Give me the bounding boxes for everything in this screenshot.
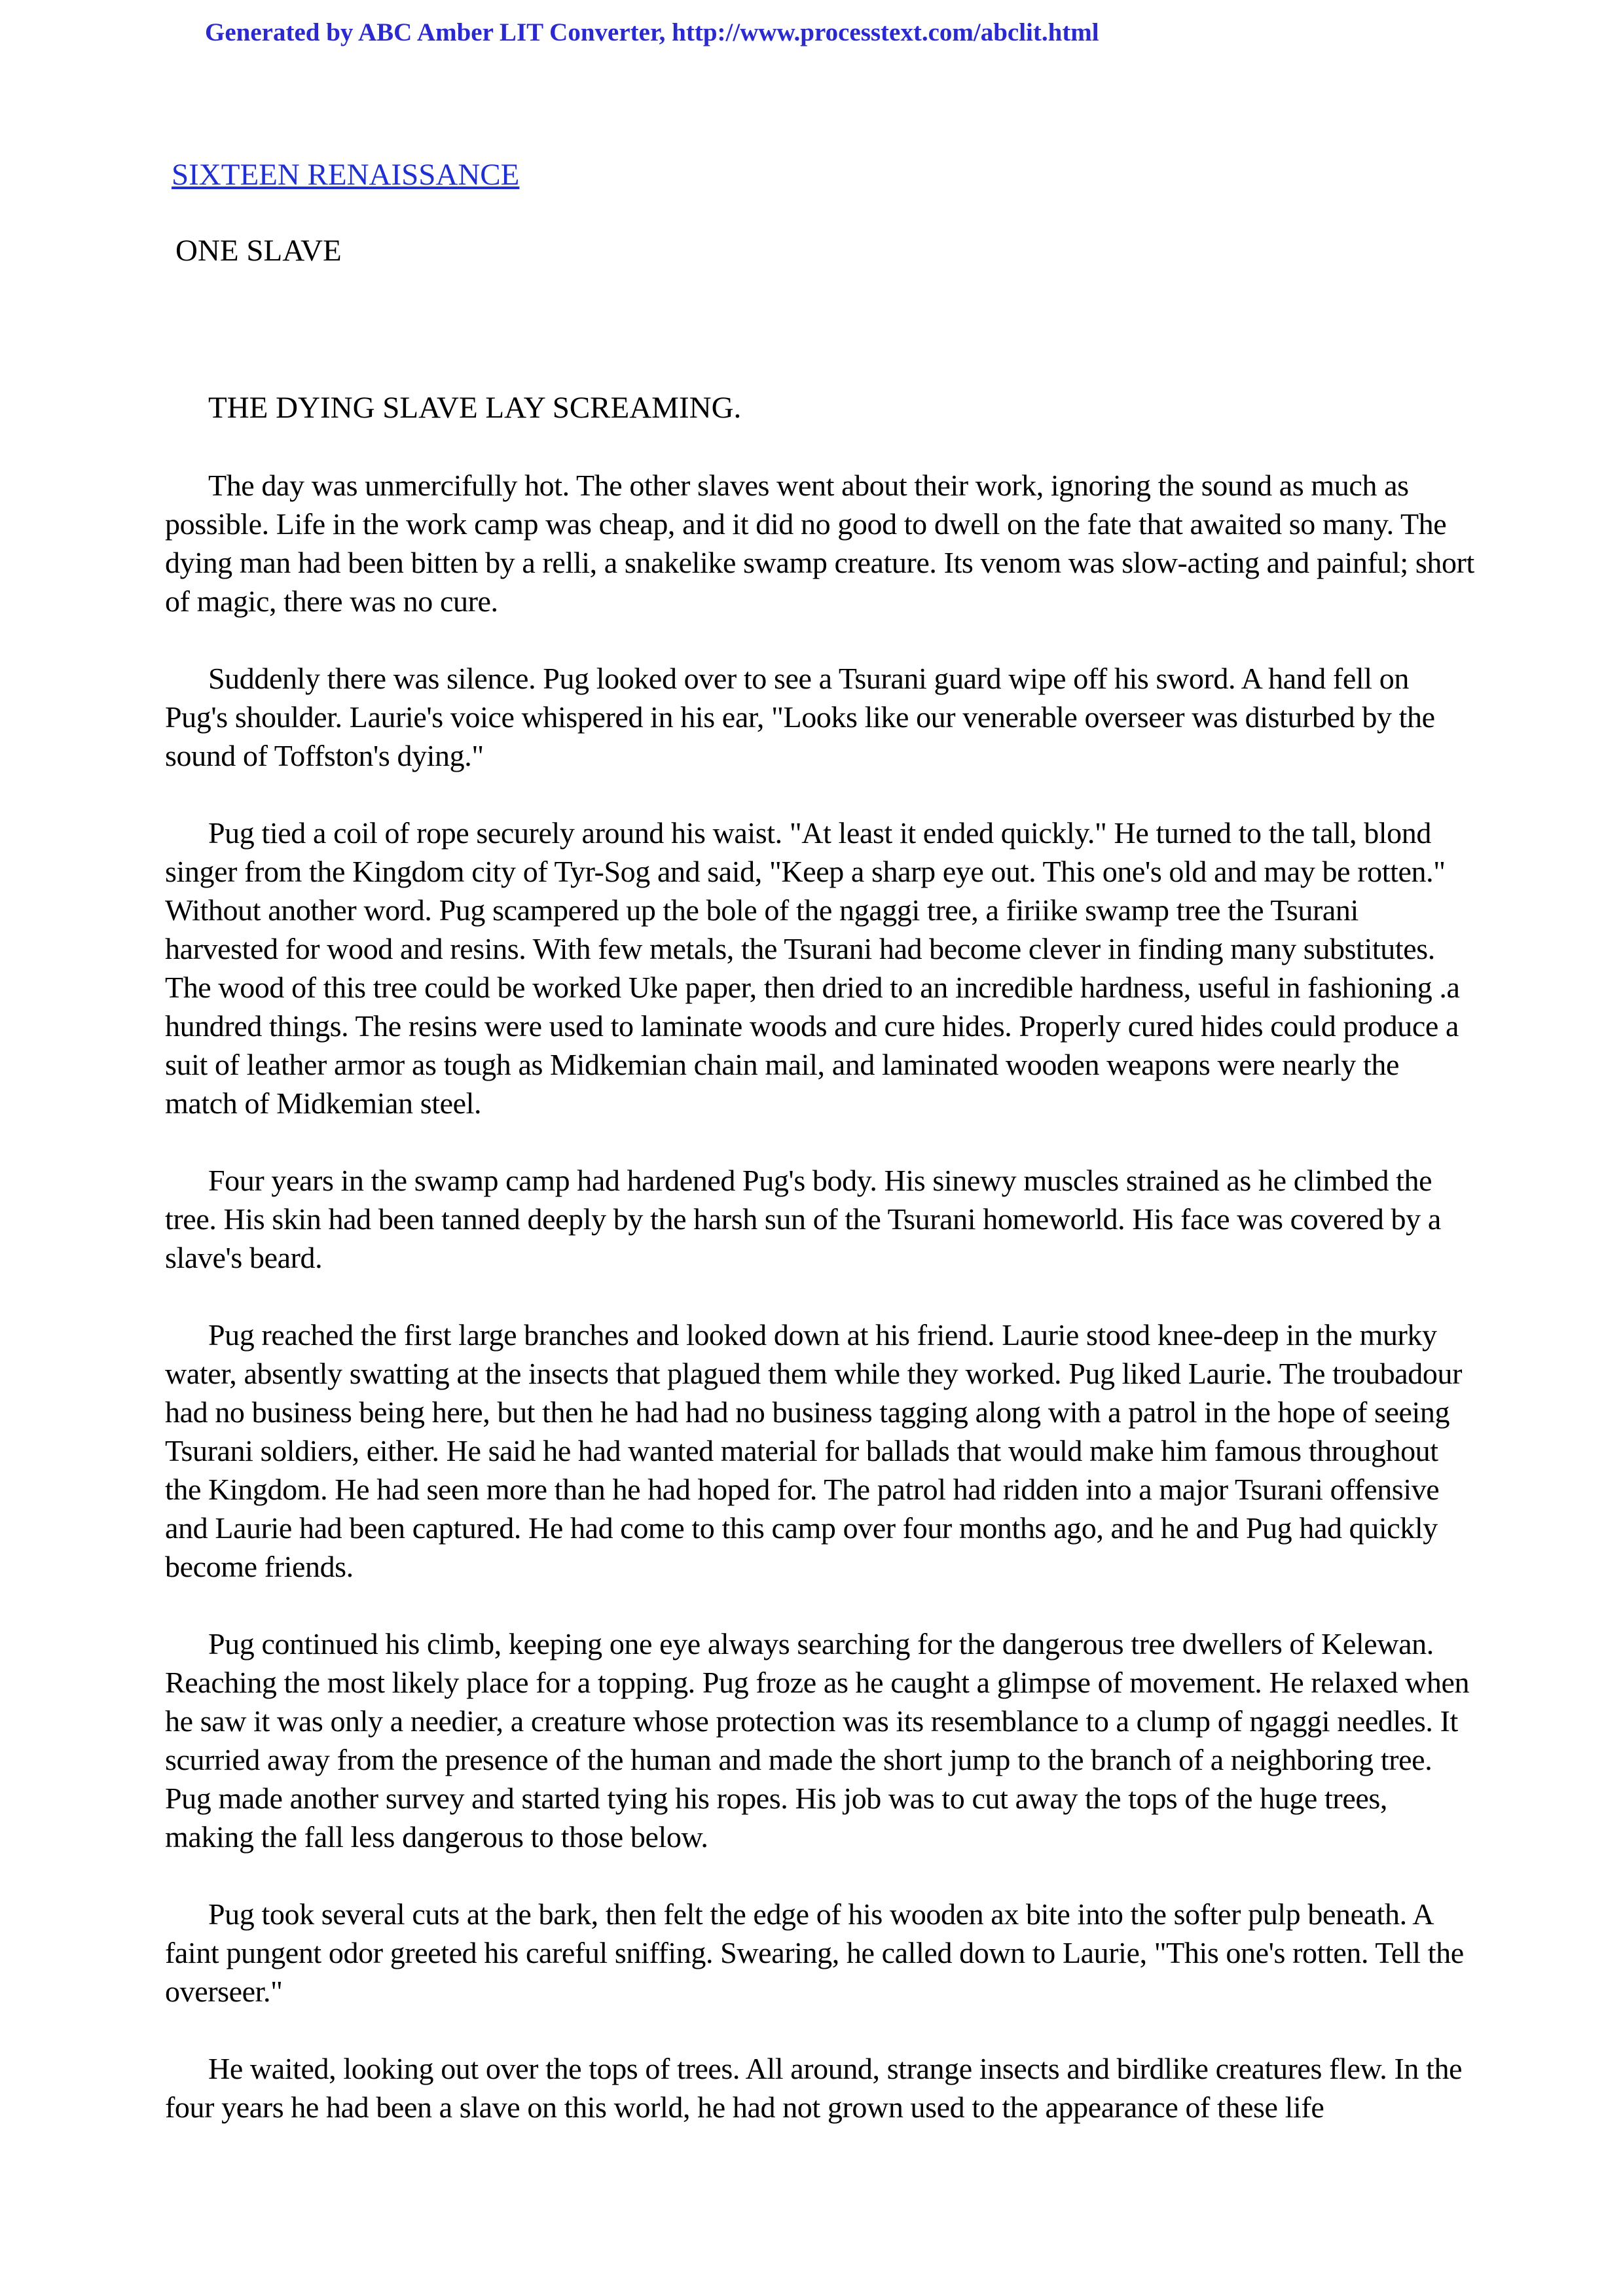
paragraph: Pug continued his climb, keeping one eye always searching for the dangerous tree dwellers of Kelewan. Reaching the most likely place for a topping. Pug froze as he caught a glimpse of movement. He relaxed when he saw it was only a needier, a creature whose protection was its resemblance to a clump of ngaggi needles. It scurried away from the presence of the human and made the short jump to the branch of a neighboring tree. Pug made another survey and started tying his ropes. His job was to cut away the tops of the huge trees, making the fall less dangerous to those below. bbox=[165, 1627, 1470, 1854]
body-text bbox=[165, 466, 1474, 2165]
paragraph: He waited, looking out over the tops of trees. All around, strange insects and birdlike creatures flew. In the four years he had been a slave on this world, he had not grown used to the appearance of these life bbox=[165, 2052, 1463, 2124]
paragraph: Four years in the swamp camp had hardened Pug's body. His sinewy muscles strained as he climbed the tree. His skin had been tanned deeply by the harsh sun of the Tsurani homeworld. His face was covered by a slave's beard. bbox=[165, 1164, 1441, 1274]
opening-line: THE DYING SLAVE LAY SCREAMING. bbox=[208, 391, 742, 425]
paragraph: Pug reached the first large branches and looked down at his friend. Laurie stood knee-deep in the murky water, absently swatting at the insects that plagued them while they worked. Pug liked Laurie. The troubadour had no business being here, but then he had had no business tagging along with a patrol in the hope of seeing Tsurani soldiers, either. He said he had wanted material for ballads that would make him famous throughout the Kingdom. He had seen more than he had hoped for. The patrol had ridden into a major Tsurani offensive and Laurie had been captured. He had come to this camp over four months ago, and he and Pug had quickly become friends. bbox=[165, 1318, 1463, 1583]
chapter-heading: ONE SLAVE bbox=[175, 234, 342, 268]
paragraph: The day was unmercifully hot. The other slaves went about their work, ignoring the sound as much as possible. Life in the work camp was cheap, and it did no good to dwell on the fate that awaited so many. The dying man had been bitten by a relli, a snakelike swamp creature. Its venom was slow-acting and painful; short of magic, there was no cure. bbox=[165, 469, 1474, 618]
chapter-link[interactable]: SIXTEEN RENAISSANCE bbox=[172, 158, 520, 192]
paragraph: Suddenly there was silence. Pug looked over to see a Tsurani guard wipe off his sword. A hand fell on Pug's shoulder. Laurie's voice whispered in his ear, "Looks like our venerable overseer was disturbed by the sound of Toffston's dying." bbox=[165, 662, 1435, 772]
paragraph: Pug tied a coil of rope securely around his waist. "At least it ended quickly." He turned to the tall, blond singer from the Kingdom city of Tyr-Sog and said, "Keep a sharp eye out. This one's old and may be rotten." Without another word. Pug scampered up the bole of the ngaggi tree, a firiike swamp tree the Tsurani harvested for wood and resins. With few metals, the Tsurani had become clever in finding many substitutes. The wood of this tree could be worked Uke paper, then dried to an incredible hardness, useful in fashioning .a hundred things. The resins were used to laminate woods and cure hides. Properly cured hides could produce a suit of leather armor as tough as Midkemian chain mail, and laminated wooden weapons were nearly the match of Midkemian steel. bbox=[165, 816, 1460, 1120]
paragraph: Pug took several cuts at the bark, then felt the edge of his wooden ax bite into the softer pulp beneath. A faint pungent odor greeted his careful sniffing. Swearing, he called down to Laurie, "This one's rotten. Tell the overseer." bbox=[165, 1897, 1464, 2008]
generator-notice: Generated by ABC Amber LIT Converter, http://www.processtext.com/abclit.html bbox=[205, 18, 1099, 46]
